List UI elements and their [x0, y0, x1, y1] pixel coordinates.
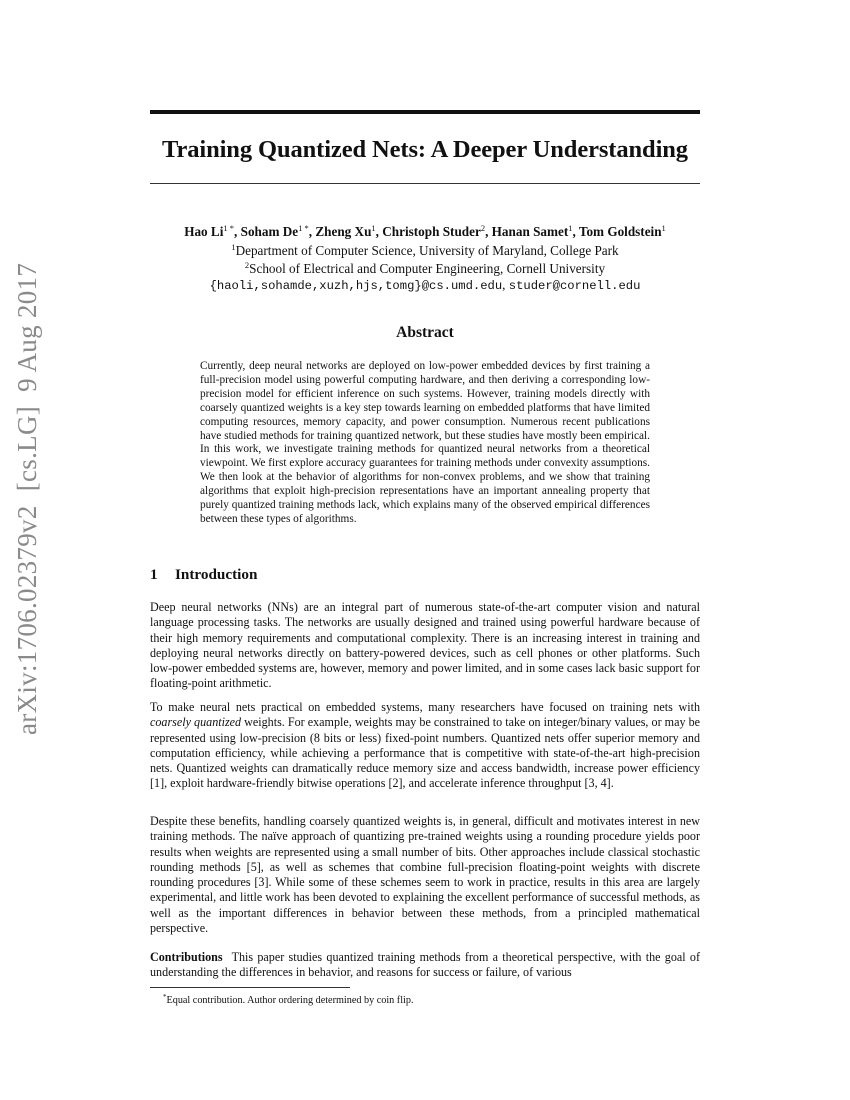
author: Zheng Xu$^1$ — [315, 223, 376, 239]
author: Tom Goldstein$^1$ — [578, 223, 666, 239]
affiliation: $^1$Department of Computer Science, University of Maryland, College Park — [231, 241, 619, 258]
intro-paragraph: To make neural nets practical on embedded systems, many researchers have focused on training nets with coarsely quantized weights. For example, weights may be constrained to take on integer/binary values, or may be represented using low-precision (8 bits or less) fixed-point numbers. Quantized nets offer superior memory and computation efficiency, while achieving a performance that is competitive with state-of-the-art high-precision nets. Quantized weights can dramatically reduce memory size and access bandwidth, increase power efficiency [1], exploit hardware-friendly bitwise operations [2], and accelerate inference throughput [3, 4]. — [150, 700, 700, 791]
section-heading-introduction: 1 Introduction — [150, 566, 258, 583]
title-rule-top — [150, 110, 700, 114]
email-umd: {haoli,sohamde,xuzh,hjs,tomg}@cs.umd.edu — [209, 278, 503, 293]
paper-title: Training Quantized Nets: A Deeper Understanding — [162, 136, 688, 163]
email-cornell: studer@cornell.edu — [508, 278, 641, 293]
affiliation: $^2$School of Electrical and Computer Engineering, Cornell University — [244, 260, 606, 276]
contributions-heading: Contributions — [150, 950, 223, 964]
title-rule-bottom — [150, 183, 700, 184]
author: Christoph Studer$^2$ — [382, 223, 486, 239]
abstract-text: Currently, deep neural networks are deployed on low-power embedded devices by first training a full-precision model using powerful computing hardware, and then deriving a corresponding low-precision model for efficient inference on such systems. However, training models directly with coarsely quantized weights is a key step towards learning on embedded platforms that have limited computing resources, memory capacity, and power consumption. Numerous recent publications have studied methods for training quantized network, but these studies have mostly been empirical. In this work, we investigate training methods for quantized neural networks from a theoretical viewpoint. We first explore accuracy guarantees for training methods under convexity assumptions. We then look at the behavior of algorithms for non-convex problems, and we show that training algorithms that exploit high-precision representations have an important annealing property that purely quantized training methods lack, which explains many of the observed empirical differences between these types of algorithms. — [200, 360, 650, 525]
author: Hao $Li^{1 *}$ — [184, 223, 235, 239]
author-list: Hao $Li^{1 *}$, Soham $De^{1 *}$, Zheng Xu$^1$, Christoph Studer$^2$, Hanan Samet$^1$, Tom Goldstein$^1$ — [184, 223, 666, 239]
footnote-rule — [150, 987, 350, 988]
arxiv-stamp: arXiv:1706.02379v2 [cs.LG] 9 Aug 2017 — [12, 262, 42, 735]
abstract-heading: Abstract — [396, 324, 454, 341]
email-line: {haoli,sohamde,xuzh,hjs,tomg}@cs.umd.edu, studer@cornell.edu — [209, 276, 641, 293]
author: Soham $De^{1 *}$ — [240, 223, 309, 239]
intro-paragraph: Deep neural networks (NNs) are an integral part of numerous state-of-the-art computer vision and natural language processing tasks. The networks are usually designed and trained using powerful hardware because of their high memory requirements and computational complexity. There is an increasing interest in training and deploying neural networks directly on battery-powered devices, such as cell phones or other platforms. Such low-power embedded systems are, however, memory and power limited, and in some cases lack basic support for floating-point arithmetic. — [150, 600, 700, 691]
author: Hanan Samet$^1$ — [491, 223, 573, 239]
contributions-paragraph: Contributions This paper studies quantized training methods from a theoretical perspective, with the goal of understanding the differences in behavior, and reasons for success or failure, of various — [150, 950, 700, 980]
footnote: *Equal contribution. Author ordering determined by coin flip. — [163, 993, 414, 1006]
intro-paragraph: Despite these benefits, handling coarsely quantized weights is, in general, difficult and motivates interest in new training methods. The naïve approach of quantizing pre-trained weights using a rounding procedure yields poor results when weights are represented using a small number of bits. Other approaches include classical stochastic rounding methods [5], as well as schemes that combine full-precision floating-point weights with discrete rounding procedures [3]. While some of these schemes seem to work in practice, results in this area are largely experimental, and little work has been devoted to explaining the excellent performance of successful methods, as well as the important differences in behavior between these methods, from a principled mathematical perspective. — [150, 814, 700, 936]
author-block — [150, 221, 700, 294]
